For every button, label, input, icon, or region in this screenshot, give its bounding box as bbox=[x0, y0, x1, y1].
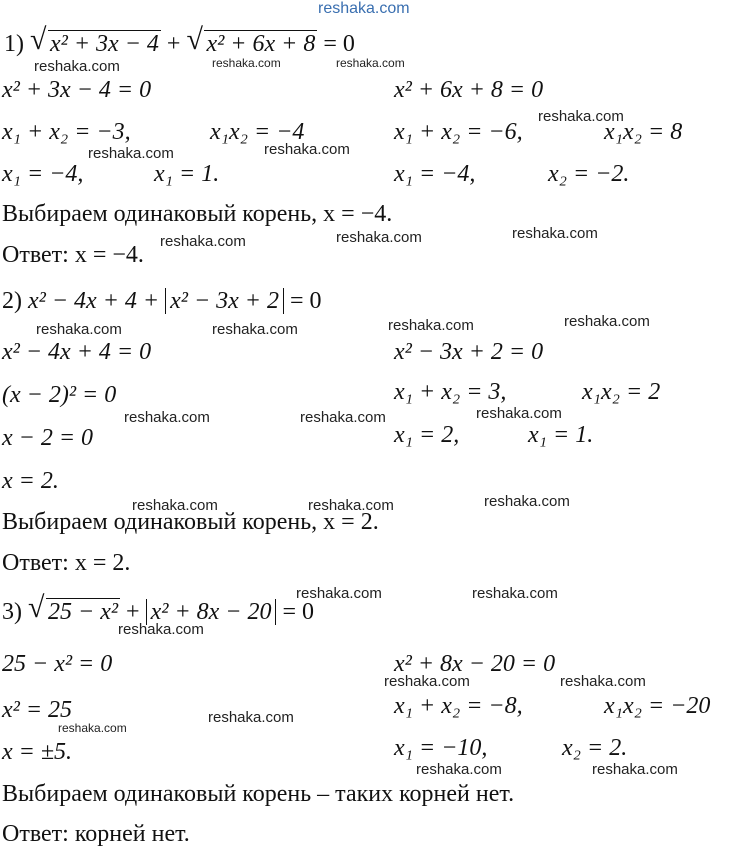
watermark: reshaka.com bbox=[300, 409, 386, 426]
p3-equation: 3) √ 25 − x² + x² + 8x − 20 = 0 bbox=[2, 591, 315, 625]
p3-right-3b: x₂ = 2. bbox=[562, 735, 628, 761]
p1-sqrt-b: √ x² + 6x + 8 bbox=[186, 23, 316, 57]
watermark: reshaka.com bbox=[484, 493, 570, 510]
watermark-top: reshaka.com bbox=[318, 0, 410, 17]
watermark: reshaka.com bbox=[476, 405, 562, 422]
p2-right-1: x² − 3x + 2 = 0 bbox=[394, 339, 544, 365]
p3-choose: Выбираем одинаковый корень – таких корней нет. bbox=[2, 781, 515, 807]
watermark: reshaka.com bbox=[208, 709, 294, 726]
watermark: reshaka.com bbox=[388, 317, 474, 334]
watermark: reshaka.com bbox=[34, 58, 120, 75]
p3-right-3a: x₁ = −10, bbox=[394, 735, 488, 761]
p2-left-3: x − 2 = 0 bbox=[2, 425, 94, 451]
p1-left-1: x² + 3x − 4 = 0 bbox=[2, 77, 152, 103]
p3-right-2b: x₁x₂ = −20 bbox=[604, 693, 711, 719]
p1-right-3b: x₂ = −2. bbox=[548, 161, 630, 187]
watermark: reshaka.com bbox=[564, 313, 650, 330]
p2-choose: Выбираем одинаковый корень, x = 2. bbox=[2, 509, 379, 535]
p2-abs: x² − 3x + 2 bbox=[165, 288, 284, 314]
p2-answer: Ответ: x = 2. bbox=[2, 550, 131, 576]
watermark: reshaka.com bbox=[336, 56, 405, 70]
p1-equation: 1) √ x² + 3x − 4 + √ x² + 6x + 8 = 0 bbox=[4, 23, 355, 57]
p3-number: 3) bbox=[2, 599, 22, 625]
p2-right-2a: x₁ + x₂ = 3, bbox=[394, 379, 507, 405]
watermark: reshaka.com bbox=[416, 761, 502, 778]
p1-right-2a: x₁ + x₂ = −6, bbox=[394, 119, 523, 145]
p2-left-1: x² − 4x + 4 = 0 bbox=[2, 339, 152, 365]
p1-right-1: x² + 6x + 8 = 0 bbox=[394, 77, 544, 103]
watermark: reshaka.com bbox=[160, 233, 246, 250]
watermark: reshaka.com bbox=[264, 141, 350, 158]
watermark: reshaka.com bbox=[58, 721, 127, 735]
watermark: reshaka.com bbox=[336, 229, 422, 246]
p3-left-3: x = ±5. bbox=[2, 739, 73, 765]
watermark: reshaka.com bbox=[212, 56, 281, 70]
p3-abs: x² + 8x − 20 bbox=[146, 599, 277, 625]
p2-right-3a: x₁ = 2, bbox=[394, 422, 460, 448]
p1-left-2b: x₁x₂ = −4 bbox=[210, 119, 305, 145]
p1-right-2b: x₁x₂ = 8 bbox=[604, 119, 683, 145]
p1-number: 1) bbox=[4, 31, 24, 57]
watermark: reshaka.com bbox=[124, 409, 210, 426]
p3-right-1: x² + 8x − 20 = 0 bbox=[394, 651, 556, 677]
watermark: reshaka.com bbox=[592, 761, 678, 778]
p3-answer: Ответ: корней нет. bbox=[2, 821, 190, 847]
p1-answer: Ответ: x = −4. bbox=[2, 242, 144, 268]
p1-choose: Выбираем одинаковый корень, x = −4. bbox=[2, 201, 393, 227]
p3-sqrt: √ 25 − x² bbox=[28, 591, 119, 625]
p1-right-3a: x₁ = −4, bbox=[394, 161, 476, 187]
p2-right-3b: x₁ = 1. bbox=[528, 422, 594, 448]
watermark: reshaka.com bbox=[560, 673, 646, 690]
p3-left-2: x² = 25 bbox=[2, 697, 73, 723]
watermark: reshaka.com bbox=[118, 621, 204, 638]
p1-left-3a: x₁ = −4, bbox=[2, 161, 84, 187]
p2-number: 2) bbox=[2, 288, 22, 314]
watermark: reshaka.com bbox=[538, 108, 624, 125]
watermark: reshaka.com bbox=[88, 145, 174, 162]
watermark: reshaka.com bbox=[296, 585, 382, 602]
watermark: reshaka.com bbox=[472, 585, 558, 602]
watermark: reshaka.com bbox=[512, 225, 598, 242]
p2-right-2b: x₁x₂ = 2 bbox=[582, 379, 661, 405]
p1-left-3b: x₁ = 1. bbox=[154, 161, 220, 187]
watermark: reshaka.com bbox=[212, 321, 298, 338]
p2-equation: 2) x² − 4x + 4 + x² − 3x + 2 = 0 bbox=[2, 288, 322, 314]
p2-left-4: x = 2. bbox=[2, 468, 59, 494]
watermark: reshaka.com bbox=[132, 497, 218, 514]
p1-left-2a: x₁ + x₂ = −3, bbox=[2, 119, 131, 145]
p2-left-2: (x − 2)² = 0 bbox=[2, 382, 117, 408]
watermark: reshaka.com bbox=[384, 673, 470, 690]
p3-left-1: 25 − x² = 0 bbox=[2, 651, 113, 677]
p1-sqrt-a: √ x² + 3x − 4 bbox=[30, 23, 159, 57]
p3-right-2a: x₁ + x₂ = −8, bbox=[394, 693, 523, 719]
watermark: reshaka.com bbox=[36, 321, 122, 338]
watermark: reshaka.com bbox=[308, 497, 394, 514]
